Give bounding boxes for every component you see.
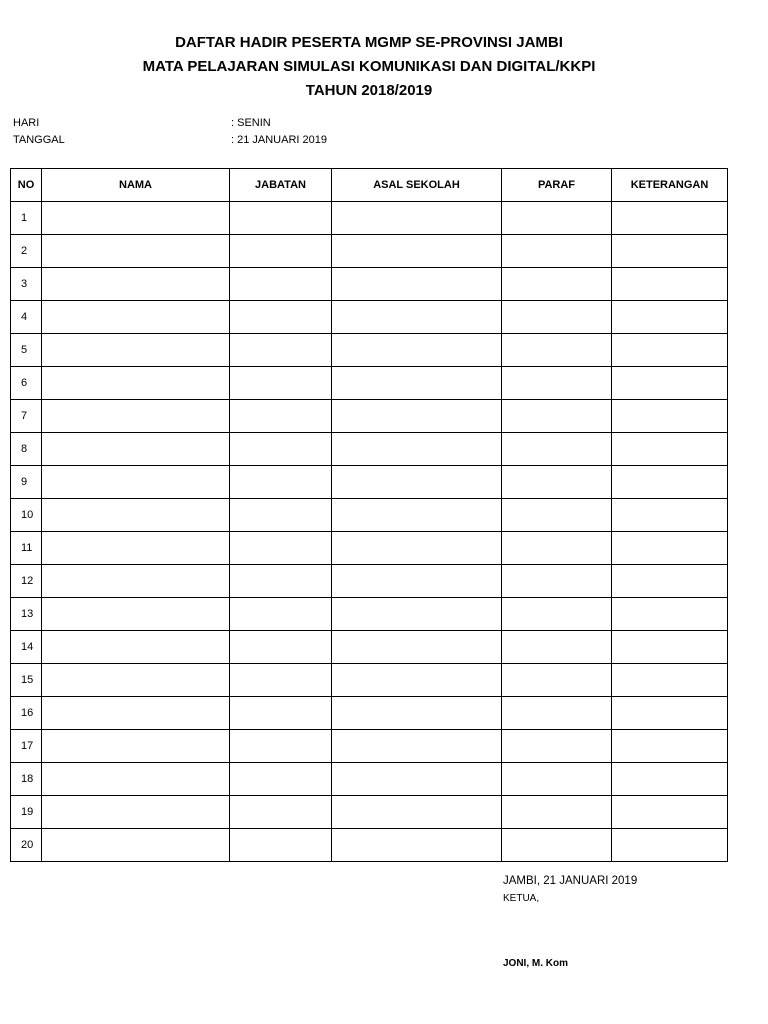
row-number: 16 [11,697,42,730]
cell-keterangan[interactable] [612,499,728,532]
row-number: 5 [11,334,42,367]
cell-asal-sekolah[interactable] [332,268,502,301]
table-row [11,235,728,268]
cell-paraf[interactable] [502,796,612,829]
cell-asal-sekolah[interactable] [332,400,502,433]
table-row [11,334,728,367]
cell-jabatan[interactable] [230,730,332,763]
col-header-nama: NAMA [42,169,230,202]
cell-jabatan[interactable] [230,235,332,268]
cell-keterangan[interactable] [612,565,728,598]
cell-nama[interactable] [42,499,230,532]
tanggal-value: : 21 JANUARI 2019 [231,134,327,146]
cell-paraf[interactable] [502,730,612,763]
cell-jabatan[interactable] [230,367,332,400]
row-number: 7 [11,400,42,433]
table-row [11,697,728,730]
row-number: 20 [11,829,42,862]
cell-asal-sekolah[interactable] [332,631,502,664]
cell-paraf[interactable] [502,499,612,532]
cell-jabatan[interactable] [230,796,332,829]
cell-asal-sekolah[interactable] [332,796,502,829]
table-row [11,631,728,664]
table-row [11,400,728,433]
cell-asal-sekolah[interactable] [332,565,502,598]
row-number: 2 [11,235,42,268]
cell-nama[interactable] [42,268,230,301]
cell-nama[interactable] [42,202,230,235]
cell-jabatan[interactable] [230,499,332,532]
footer-role: KETUA, [503,893,540,904]
cell-paraf[interactable] [502,334,612,367]
cell-nama[interactable] [42,598,230,631]
cell-paraf[interactable] [502,466,612,499]
cell-paraf[interactable] [502,664,612,697]
cell-nama[interactable] [42,697,230,730]
cell-nama[interactable] [42,532,230,565]
cell-jabatan[interactable] [230,565,332,598]
cell-nama[interactable] [42,466,230,499]
table-row [11,829,728,862]
cell-asal-sekolah[interactable] [332,763,502,796]
hari-label: HARI [13,117,40,129]
col-header-no: NO [11,169,42,202]
cell-keterangan[interactable] [612,730,728,763]
cell-paraf[interactable] [502,433,612,466]
cell-paraf[interactable] [502,829,612,862]
cell-paraf[interactable] [502,301,612,334]
cell-jabatan[interactable] [230,466,332,499]
table-row [11,763,728,796]
cell-nama[interactable] [42,631,230,664]
cell-keterangan[interactable] [612,235,728,268]
cell-nama[interactable] [42,235,230,268]
col-header-paraf: PARAF [502,169,612,202]
cell-asal-sekolah[interactable] [332,367,502,400]
cell-keterangan[interactable] [612,598,728,631]
cell-nama[interactable] [42,763,230,796]
row-number: 15 [11,664,42,697]
row-number: 11 [11,532,42,565]
row-number: 6 [11,367,42,400]
cell-jabatan[interactable] [230,301,332,334]
cell-keterangan[interactable] [612,400,728,433]
col-header-asal-sekolah: ASAL SEKOLAH [332,169,502,202]
cell-jabatan[interactable] [230,400,332,433]
title-line-2: MATA PELAJARAN SIMULASI KOMUNIKASI DAN DIGITAL/KKPI [142,58,596,75]
cell-keterangan[interactable] [612,631,728,664]
cell-nama[interactable] [42,433,230,466]
cell-jabatan[interactable] [230,631,332,664]
row-number: 9 [11,466,42,499]
cell-keterangan[interactable] [612,268,728,301]
cell-jabatan[interactable] [230,664,332,697]
cell-jabatan[interactable] [230,202,332,235]
cell-asal-sekolah[interactable] [332,433,502,466]
cell-paraf[interactable] [502,697,612,730]
title-line-1: DAFTAR HADIR PESERTA MGMP SE-PROVINSI JAMBI [175,34,563,51]
cell-jabatan[interactable] [230,334,332,367]
table-row [11,466,728,499]
table-row [11,664,728,697]
cell-paraf[interactable] [502,532,612,565]
row-number: 8 [11,433,42,466]
cell-jabatan[interactable] [230,433,332,466]
cell-keterangan[interactable] [612,334,728,367]
table-row [11,499,728,532]
table-row [11,598,728,631]
cell-keterangan[interactable] [612,433,728,466]
cell-asal-sekolah[interactable] [332,697,502,730]
cell-nama[interactable] [42,334,230,367]
footer-place-date: JAMBI, 21 JANUARI 2019 [503,875,638,887]
table-header-row [11,169,728,202]
cell-asal-sekolah[interactable] [332,532,502,565]
cell-nama[interactable] [42,301,230,334]
cell-paraf[interactable] [502,565,612,598]
title-line-3: TAHUN 2018/2019 [305,82,433,99]
cell-keterangan[interactable] [612,532,728,565]
cell-nama[interactable] [42,829,230,862]
table-body [11,202,728,862]
row-number: 1 [11,202,42,235]
cell-jabatan[interactable] [230,697,332,730]
cell-keterangan[interactable] [612,301,728,334]
cell-asal-sekolah[interactable] [332,301,502,334]
footer-signer: JONI, M. Kom [503,958,569,969]
row-number: 10 [11,499,42,532]
cell-nama[interactable] [42,664,230,697]
cell-keterangan[interactable] [612,829,728,862]
cell-nama[interactable] [42,400,230,433]
table-row [11,301,728,334]
cell-asal-sekolah[interactable] [332,730,502,763]
row-number: 18 [11,763,42,796]
table-row [11,730,728,763]
cell-paraf[interactable] [502,367,612,400]
cell-asal-sekolah[interactable] [332,829,502,862]
cell-keterangan[interactable] [612,202,728,235]
table-row [11,796,728,829]
row-number: 14 [11,631,42,664]
row-number: 19 [11,796,42,829]
cell-jabatan[interactable] [230,268,332,301]
cell-nama[interactable] [42,730,230,763]
col-header-keterangan: KETERANGAN [612,169,728,202]
row-number: 13 [11,598,42,631]
cell-asal-sekolah[interactable] [332,235,502,268]
hari-value: : SENIN [231,117,271,129]
cell-paraf[interactable] [502,235,612,268]
document-title [0,31,738,103]
table-row [11,367,728,400]
row-number: 17 [11,730,42,763]
table-row [11,433,728,466]
cell-asal-sekolah[interactable] [332,499,502,532]
row-number: 3 [11,268,42,301]
cell-keterangan[interactable] [612,664,728,697]
cell-paraf[interactable] [502,631,612,664]
cell-jabatan[interactable] [230,763,332,796]
tanggal-label: TANGGAL [13,134,65,146]
cell-keterangan[interactable] [612,466,728,499]
cell-keterangan[interactable] [612,796,728,829]
cell-nama[interactable] [42,367,230,400]
row-number: 4 [11,301,42,334]
cell-keterangan[interactable] [612,763,728,796]
cell-asal-sekolah[interactable] [332,664,502,697]
cell-paraf[interactable] [502,268,612,301]
table-row [11,202,728,235]
cell-keterangan[interactable] [612,697,728,730]
cell-paraf[interactable] [502,763,612,796]
cell-jabatan[interactable] [230,532,332,565]
attendance-table [10,168,728,862]
table-row [11,268,728,301]
cell-paraf[interactable] [502,400,612,433]
table-row [11,532,728,565]
col-header-jabatan: JABATAN [230,169,332,202]
cell-jabatan[interactable] [230,598,332,631]
cell-nama[interactable] [42,565,230,598]
cell-jabatan[interactable] [230,829,332,862]
cell-asal-sekolah[interactable] [332,334,502,367]
cell-nama[interactable] [42,796,230,829]
cell-asal-sekolah[interactable] [332,598,502,631]
cell-paraf[interactable] [502,202,612,235]
table-row [11,565,728,598]
row-number: 12 [11,565,42,598]
cell-paraf[interactable] [502,598,612,631]
cell-asal-sekolah[interactable] [332,202,502,235]
cell-asal-sekolah[interactable] [332,466,502,499]
cell-keterangan[interactable] [612,367,728,400]
